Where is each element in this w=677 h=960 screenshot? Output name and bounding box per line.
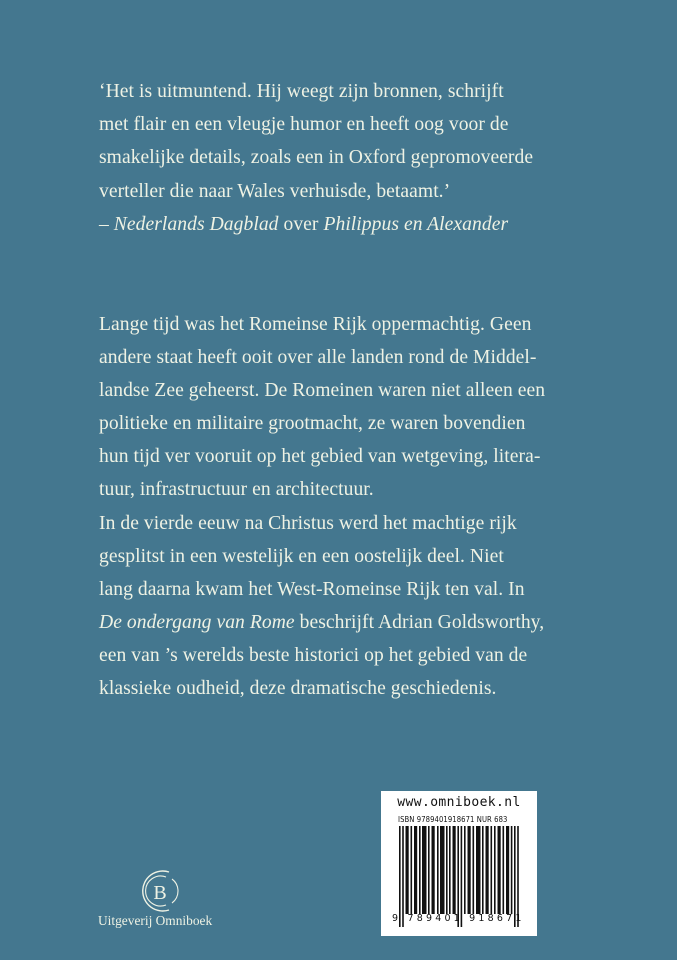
barcode-digits: 9 789401 918671 <box>392 913 525 924</box>
quote-line: ‘Het is uitmuntend. Hij weegt zijn bronnen, schrijft <box>99 81 504 102</box>
attribution-connector: over <box>278 213 324 235</box>
review-quote <box>99 75 599 241</box>
blurb-line: een van ’s werelds beste historici op het gebied van de <box>99 644 528 666</box>
blurb-line: Lange tijd was het Romeinse Rijk oppermachtig. Geen <box>99 314 532 335</box>
blurb-line: hun tijd ver vooruit op het gebied van wetgeving, litera- <box>99 446 541 468</box>
isbn-label: ISBN 9789401918671 NUR 683 <box>398 815 508 824</box>
blurb-line-rest: beschrijft Adrian Goldsworthy, <box>294 611 545 633</box>
blurb-line: andere staat heeft ooit over alle landen rond de Middel- <box>99 347 537 369</box>
blurb-line <box>99 606 599 639</box>
publisher-name: Uitgeverij Omniboek <box>98 913 213 928</box>
svg-text:B: B <box>153 882 167 904</box>
quote-line: met flair en een vleugje humor en heeft oog voor de <box>99 114 509 136</box>
book-title: De ondergang van Rome <box>99 611 295 633</box>
quote-line: smakelijke details, zoals een in Oxford gepromoveerde <box>99 147 534 169</box>
blurb-line: klassieke oudheid, deze dramatische geschiedenis. <box>99 678 497 700</box>
blurb-line: gesplitst in een westelijk en een oostelijk deel. Niet <box>99 545 504 567</box>
blurb-line: politieke en militaire grootmacht, ze waren bovendien <box>99 413 526 435</box>
website-url: www.omniboek.nl <box>397 795 521 810</box>
blurb-line: lang daarna kwam het West-Romeinse Rijk ten val. In <box>99 578 525 600</box>
quote-attribution <box>99 208 599 241</box>
blurb-line: In de vierde eeuw na Christus werd het machtige rijk <box>99 512 517 534</box>
blurb-text <box>99 308 599 705</box>
blurb-line: landse Zee geheerst. De Romeinen waren niet alleen een <box>99 380 546 402</box>
blurb-line: tuur, infrastructuur en architectuur. <box>99 479 374 501</box>
barcode-icon <box>399 826 519 927</box>
quote-line: verteller die naar Wales verhuisde, betaamt.’ <box>99 180 451 202</box>
attribution-dash: – <box>99 213 114 235</box>
attribution-book: Philippus en Alexander <box>323 213 509 235</box>
attribution-source: Nederlands Dagblad <box>113 213 279 235</box>
publisher-logo-icon <box>136 868 184 914</box>
barcode-panel <box>381 791 537 936</box>
